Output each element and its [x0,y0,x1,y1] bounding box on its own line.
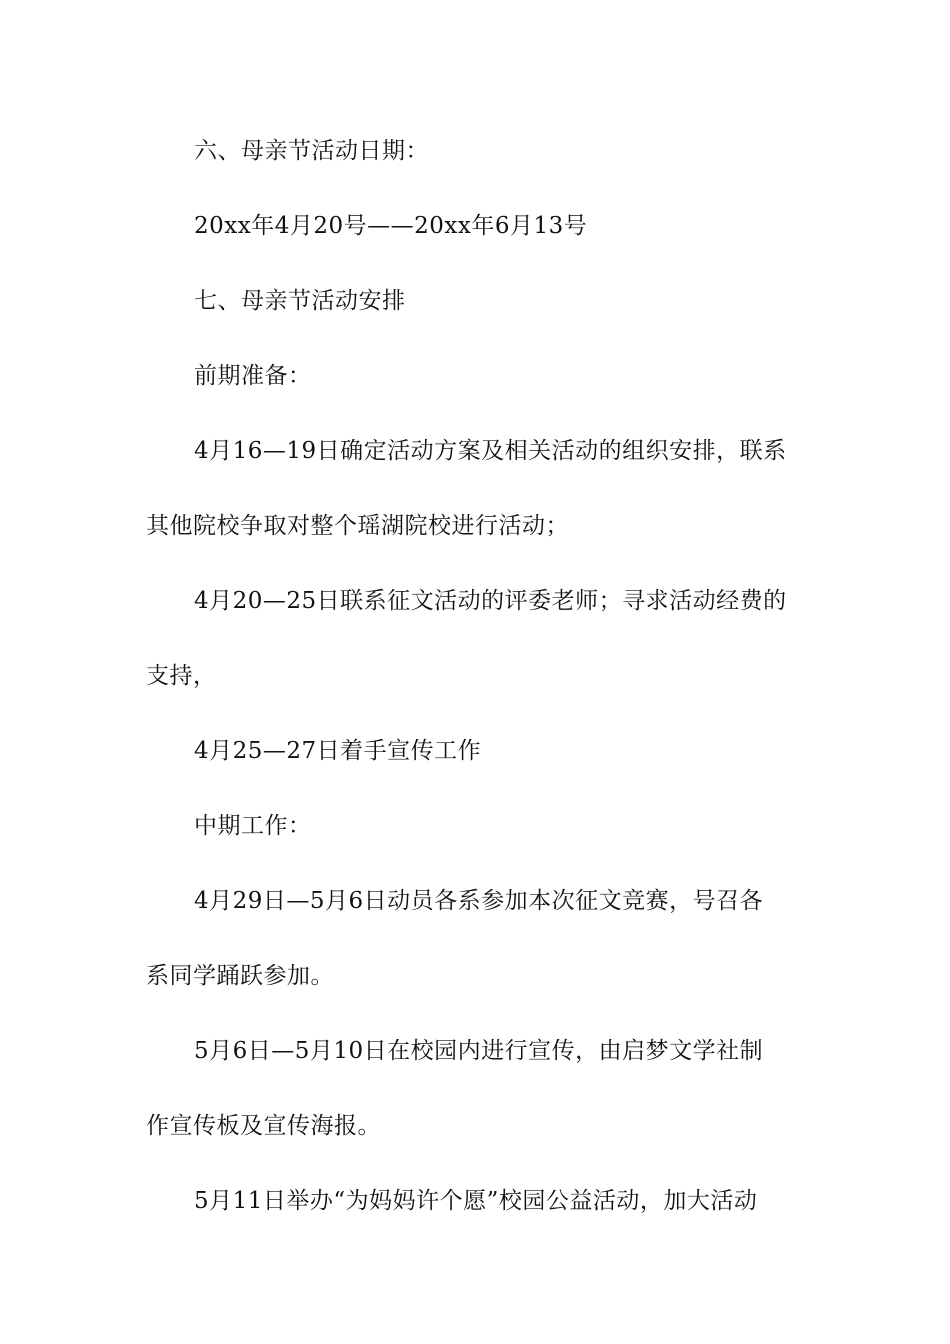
paragraph-line: 作宣传板及宣传海报。 [146,1113,381,1139]
section-heading-date: 六、母亲节活动日期： [194,138,429,164]
paragraph-line: 4月25—27日着手宣传工作 [194,738,482,764]
subheading-preparation: 前期准备： [194,363,312,389]
paragraph-line: 4月20—25日联系征文活动的评委老师；寻求活动经费的 [194,588,787,614]
paragraph-line: 其他院校争取对整个瑶湖院校进行活动； [146,513,569,539]
paragraph-line: 4月16—19日确定活动方案及相关活动的组织安排，联系 [194,438,787,464]
subheading-midterm: 中期工作： [194,813,312,839]
paragraph-line: 5月11日举办“为妈妈许个愿”校园公益活动，加大活动 [194,1188,758,1214]
date-range-text: 20xx年4月20号——20xx年6月13号 [194,213,588,239]
paragraph-line: 系同学踊跃参加。 [146,963,334,989]
section-heading-schedule: 七、母亲节活动安排 [194,288,406,314]
paragraph-line: 5月6日—5月10日在校园内进行宣传，由启梦文学社制 [194,1038,764,1064]
paragraph-line: 支持， [146,663,217,689]
paragraph-line: 4月29日—5月6日动员各系参加本次征文竞赛，号召各 [194,888,764,914]
